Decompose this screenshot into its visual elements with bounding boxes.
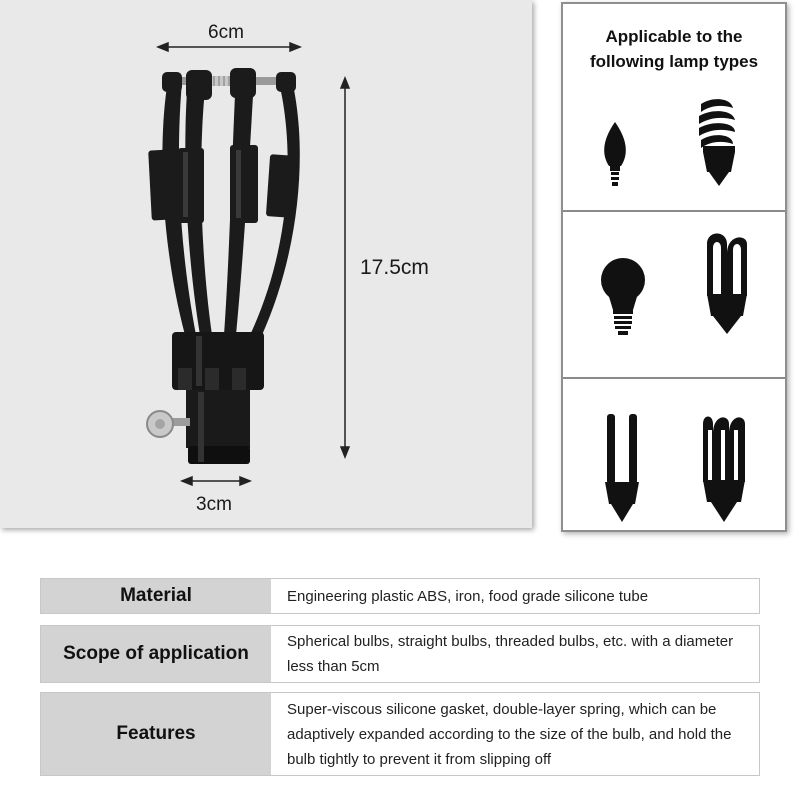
- height-dimension-arrow: [341, 78, 349, 457]
- spec-value: Engineering plastic ABS, iron, food grade silicone tube: [287, 587, 649, 605]
- lamp-icons: [563, 4, 785, 530]
- lamp-types-title: Applicable to the following lamp types: [589, 27, 759, 71]
- spec-row-scope: [40, 625, 760, 683]
- u-shape-cfl-icon: [707, 234, 747, 335]
- lamp-types-panel: [561, 2, 787, 532]
- spec-row-features: [40, 692, 760, 776]
- spec-value: Spherical bulbs, straight bulbs, threaded bulbs, etc. with a diameter less than 5cm: [287, 633, 734, 675]
- bulb-changer-illustration: [0, 0, 532, 528]
- spec-label: Scope of application: [41, 626, 271, 682]
- height-dimension-label: 17.5cm: [360, 256, 429, 279]
- base-dimension-arrow: [182, 477, 250, 485]
- spec-label: Material: [41, 579, 271, 613]
- base-dimension-label: 3cm: [196, 494, 232, 515]
- candle-bulb-icon: [604, 122, 626, 186]
- width-dimension-label: 6cm: [208, 22, 244, 43]
- spec-row-material: [40, 578, 760, 614]
- twin-tube-cfl-icon: [605, 414, 639, 522]
- claw-arms: [148, 68, 300, 335]
- thumb-screw: [147, 411, 190, 437]
- spec-value: Super-viscous silicone gasket, double-layer spring, which can be adaptively expanded according to the size of the bulb, and hold the bulb tightly to prevent it from slipping off: [287, 700, 732, 768]
- width-dimension-arrow: [158, 43, 300, 51]
- spiral-cfl-icon: [699, 99, 735, 186]
- base-collar: [172, 332, 264, 464]
- triple-u-cfl-icon: [703, 417, 745, 523]
- spec-label: Features: [41, 693, 271, 775]
- product-photo-panel: [0, 0, 532, 528]
- standard-bulb-icon: [601, 258, 645, 335]
